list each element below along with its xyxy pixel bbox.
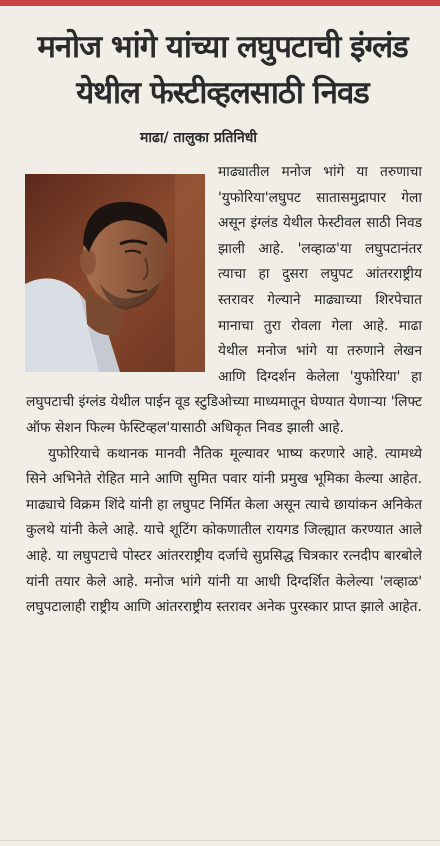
- byline: माढा/ तालुका प्रतिनिधी: [140, 130, 258, 146]
- photo-wrap-spacer: [26, 160, 218, 374]
- article-body: [26, 160, 422, 621]
- top-rule: [0, 0, 440, 6]
- headline-line-2: येथील फेस्टीव्हलसाठी निवड: [76, 75, 369, 111]
- paragraph-2: युफोरियाचे कथानक मानवी नैतिक मूल्यावर भाष्य करणारे आहे. त्यामध्ये सिने अभिनेते रोहित माने आणि सुमित पवार यांनी प्रमुख भूमिका केल्या आहेत. माढ्याचे विक्रम शिंदे यांनी हा लघुपट निर्मित केला असून त्याचे छायांकन अनिकेत कुलथे यांनी केले आहे. याचे शूटिंग कोकणातील रायगड जिल्ह्यात करण्यात आले आहे. या लघुपटाचे पोस्टर आंतरराष्ट्रीय दर्जाचे सुप्रसिद्ध चित्रकार रत्नदीप बारबोले यांनी तयार केले आहे. मनोज भांगे यांनी या आधी दिग्दर्शित केलेल्या 'लव्हाळ' लघुपटालाही राष्ट्रीय आणि आंतरराष्ट्रीय स्तरावर अनेक पुरस्कार प्राप्त झाले आहेत.: [26, 445, 422, 616]
- headline-line-1: मनोज भांगे यांच्या लघुपटाची इंग्लंड: [37, 29, 408, 65]
- paragraph-1: माढ्यातील मनोज भांगे या तरुणाचा 'युफोरिया'लघुपट सातासमुद्रापार गेला असून इंग्लंड येथील फेस्टीवल साठी निवड झाली आहे. 'लव्हाळ'या लघुपटानंतर त्याचा हा दुसरा लघुपट आंतरराष्ट्रीय स्तरावर गेल्याने माढ्याच्या शिरपेचात मानाचा तुरा रोवला गेला आहे. माढा येथील मनोज भांगे या तरुणाने लेखन आणि दिग्दर्शन केलेला 'युफोरिया' हा लघुपटाची इंग्लंड येथील पाईन वूड स्टुडिओच्या माध्यमातून घेण्यात येणाऱ्या 'लिफ्ट ऑफ सेशन फिल्म फेस्टिव्हल'यासाठी अधिकृत निवड झाली आहे.: [26, 164, 422, 436]
- bottom-divider: [0, 840, 440, 841]
- article-headline: [20, 24, 425, 116]
